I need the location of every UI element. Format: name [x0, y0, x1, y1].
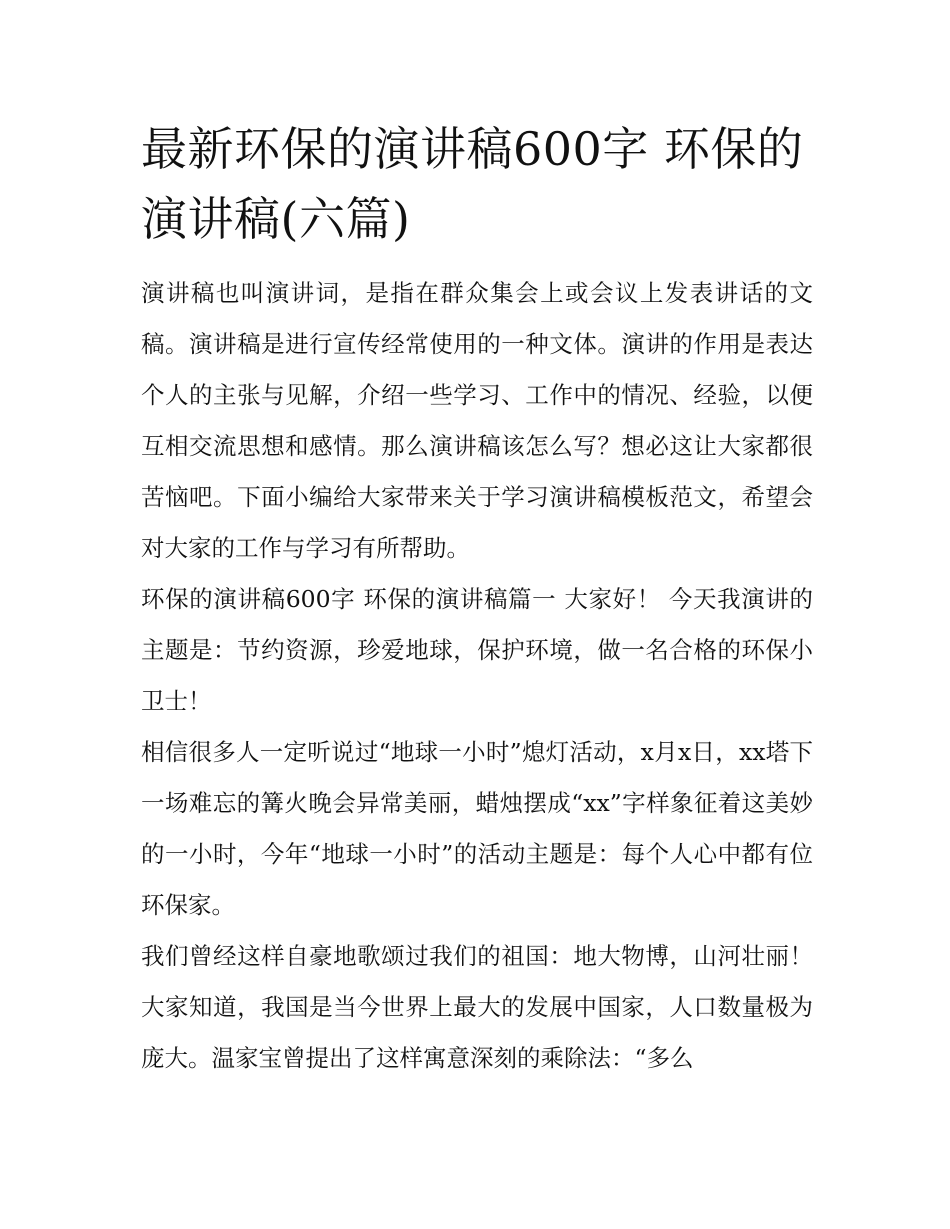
- paragraph-earth-hour: 相信很多人一定听说过“地球一小时”熄灯活动，x月x日，xx塔下一场难忘的篝火晚会异常美丽，蜡烛摆成“xx”字样象征着这美妙的一小时，今年“地球一小时”的活动主题是：每个人心中都有位环保家。: [141, 738, 813, 919]
- paragraph-motherland: 我们曾经这样自豪地歌颂过我们的祖国：地大物博，山河壮丽！大家知道，我国是当今世界上最大的发展中国家，人口数量极为庞大。温家宝曾提出了这样寓意深刻的乘除法：“多么: [141, 942, 813, 1072]
- document-title: 最新环保的演讲稿600字 环保的演讲稿(六篇): [141, 122, 804, 246]
- paragraph-speech-opening: 环保的演讲稿600字 环保的演讲稿篇一 大家好！ 今天我演讲的主题是：节约资源，珍爱地球，保护环境，做一名合格的环保小卫士！: [141, 585, 813, 715]
- document-body: [141, 114, 813, 1084]
- paragraph-intro: 演讲稿也叫演讲词，是指在群众集会上或会议上发表讲话的文稿。演讲稿是进行宣传经常使用的一种文体。演讲的作用是表达个人的主张与见解，介绍一些学习、工作中的情况、经验，以便互相交流思想和感情。那么演讲稿该怎么写？想必这让大家都很苦恼吧。下面小编给大家带来关于学习演讲稿模板范文，希望会对大家的工作与学习有所帮助。: [141, 279, 813, 562]
